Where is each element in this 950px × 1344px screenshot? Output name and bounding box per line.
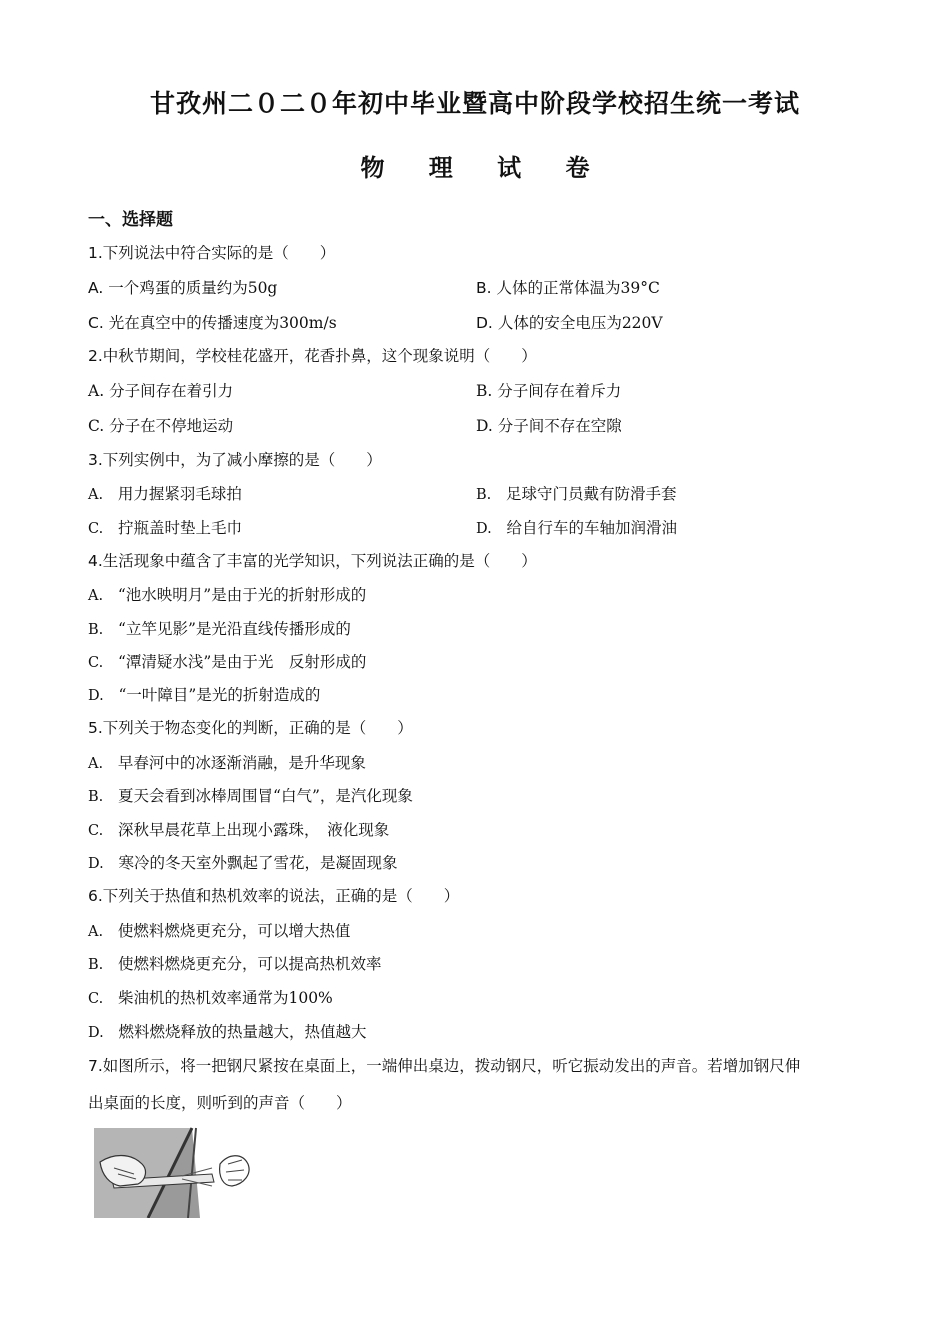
question-7 <box>88 1055 800 1077</box>
option-2d: D. 分子间不存在空隙 <box>476 417 622 435</box>
question-3 <box>88 449 382 471</box>
option-1c: C. 光在真空中的传播速度为300m/s <box>88 314 337 332</box>
option-3d: D. 给自行车的车轴加润滑油 <box>476 519 678 537</box>
exam-subtitle: 物 理 试 卷 <box>360 153 608 182</box>
option-3a: A. 用力握紧羽毛球拍 <box>88 485 242 503</box>
question-stem-line2: 出桌面的长度，则听到的声音（ ） <box>88 1094 352 1112</box>
option-4d: D. “一叶障目”是光的折射造成的 <box>88 686 321 704</box>
option-5d: D. 寒冷的冬天室外飘起了雪花，是凝固现象 <box>88 854 398 872</box>
option-4b: B. “立竿见影”是光沿直线传播形成的 <box>88 620 351 638</box>
question-number: 3. <box>88 451 103 469</box>
question-stem: 下列关于物态变化的判断，正确的是（ ） <box>102 719 413 737</box>
option-3b: B. 足球守门员戴有防滑手套 <box>476 485 677 503</box>
question-number: 4. <box>88 552 103 570</box>
option-1d: D. 人体的安全电压为220V <box>476 314 663 332</box>
section-title: 一、选择题 <box>88 210 173 230</box>
option-5a: A. 早春河中的冰逐渐消融，是升华现象 <box>88 754 366 772</box>
question-number: 7. <box>88 1057 103 1075</box>
question-6 <box>88 885 459 907</box>
option-6b: B. 使燃料燃烧更充分，可以提高热机效率 <box>88 955 382 973</box>
question-1 <box>88 242 335 264</box>
question-number: 1. <box>88 244 103 262</box>
question-number: 6. <box>88 887 103 905</box>
question-number: 2. <box>88 347 103 365</box>
question-stem: 下列说法中符合实际的是（ ） <box>102 244 336 262</box>
question-stem: 生活现象中蕴含了丰富的光学知识，下列说法正确的是（ ） <box>102 552 537 570</box>
option-5c: C. 深秋早晨花草上出现小露珠， 液化现象 <box>88 821 390 839</box>
option-2c: C. 分子在不停地运动 <box>88 417 234 435</box>
question-stem: 中秋节期间，学校桂花盛开，花香扑鼻，这个现象说明（ ） <box>102 347 537 365</box>
option-6d: D. 燃料燃烧释放的热量越大，热值越大 <box>88 1023 367 1041</box>
option-3c: C. 拧瓶盖时垫上毛巾 <box>88 519 242 537</box>
question-stem-line1: 如图所示，将一把钢尺紧按在桌面上，一端伸出桌边，拨动钢尺，听它振动发出的声音。若增加钢尺伸 <box>102 1057 801 1075</box>
question-2 <box>88 345 537 367</box>
question-7-cont <box>88 1092 352 1114</box>
option-5b: B. 夏天会看到冰棒周围冒“白气”，是汽化现象 <box>88 787 413 805</box>
question-5 <box>88 717 413 739</box>
question-4 <box>88 550 537 572</box>
option-6a: A. 使燃料燃烧更充分，可以增大热值 <box>88 922 351 940</box>
option-2a: A. 分子间存在着引力 <box>88 382 234 400</box>
ruler-on-table-figure <box>92 1124 254 1218</box>
option-1a: A. 一个鸡蛋的质量约为50g <box>88 279 278 297</box>
question-stem: 下列关于热值和热机效率的说法，正确的是（ ） <box>102 887 460 905</box>
option-4c: C. “潭清疑水浅”是由于光 反射形成的 <box>88 653 367 671</box>
option-6c: C. 柴油机的热机效率通常为100% <box>88 989 333 1007</box>
option-2b: B. 分子间存在着斥力 <box>476 382 622 400</box>
exam-title: 甘孜州二０二０年初中毕业暨高中阶段学校招生统一考试 <box>149 89 800 118</box>
option-1b: B. 人体的正常体温为39°C <box>476 279 660 297</box>
question-number: 5. <box>88 719 103 737</box>
question-stem: 下列实例中，为了减小摩擦的是（ ） <box>102 451 382 469</box>
option-4a: A. “池水映明月”是由于光的折射形成的 <box>88 586 367 604</box>
